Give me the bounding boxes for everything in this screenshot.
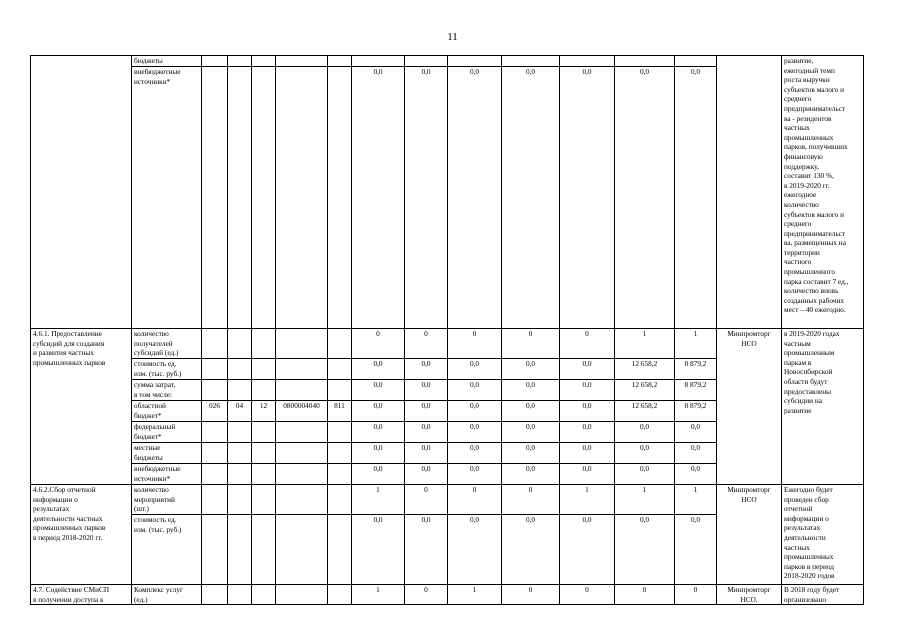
vr-code-cell <box>328 464 352 485</box>
code-cell <box>252 515 276 585</box>
indicator-cell: сумма затрат, в том числе: <box>132 380 202 401</box>
rz-code-cell <box>228 443 252 464</box>
rz-code-cell <box>228 422 252 443</box>
grbs-code-cell <box>202 380 228 401</box>
result-cell: Ежегодно будет проведен сбор отчетной информации о результатах деятельности частных промышленных парков в период 2018-2020 годов <box>782 485 864 585</box>
value-cell: 0,0 <box>560 464 615 485</box>
indicator-cell: Комплекс услуг (ед.) <box>132 585 202 605</box>
pr-code-cell <box>252 359 276 380</box>
value-cell: 0,0 <box>502 464 560 485</box>
indicator-cell: внебюджетные источники* <box>132 67 202 329</box>
value-cell <box>615 56 675 67</box>
value-cell: 0,0 <box>405 422 448 443</box>
executor-cell: Минпромторг НСО <box>717 485 782 585</box>
value-cell: 0,0 <box>448 422 502 443</box>
value-cell: 12 658,2 <box>615 401 675 422</box>
value-cell: 0,0 <box>502 380 560 401</box>
value-cell: 0,0 <box>448 380 502 401</box>
value-cell: 8 879,2 <box>675 401 717 422</box>
grbs-code-cell <box>202 443 228 464</box>
value-cell: 0 <box>448 485 502 515</box>
vr-code-cell <box>328 380 352 401</box>
rz-code-cell: 04 <box>228 401 252 422</box>
csr-code-cell <box>276 329 328 359</box>
value-cell: 0,0 <box>560 515 615 585</box>
rz-code-cell <box>228 380 252 401</box>
value-cell: 0 <box>560 585 615 605</box>
value-cell: 0 <box>615 585 675 605</box>
value-cell: 0,0 <box>405 515 448 585</box>
value-cell: 1 <box>675 485 717 515</box>
value-cell: 0 <box>502 485 560 515</box>
value-cell: 12 658,2 <box>615 359 675 380</box>
value-cell: 0,0 <box>675 67 717 329</box>
indicator-cell: федеральный бюджет* <box>132 422 202 443</box>
value-cell: 0 <box>352 329 405 359</box>
value-cell: 0,0 <box>352 380 405 401</box>
value-cell: 0,0 <box>448 515 502 585</box>
value-cell: 12 658,2 <box>615 380 675 401</box>
value-cell: 0 <box>502 329 560 359</box>
value-cell: 0,0 <box>448 67 502 329</box>
executor-cell <box>717 56 782 329</box>
value-cell: 0,0 <box>405 359 448 380</box>
grbs-code-cell <box>202 464 228 485</box>
code-cell <box>276 585 328 605</box>
pr-code-cell <box>252 329 276 359</box>
value-cell: 0,0 <box>405 464 448 485</box>
value-cell: 0,0 <box>615 67 675 329</box>
code-cell <box>328 56 352 67</box>
value-cell <box>675 56 717 67</box>
pr-code-cell <box>252 443 276 464</box>
value-cell: 0,0 <box>405 380 448 401</box>
value-cell: 0,0 <box>352 443 405 464</box>
pr-code-cell <box>252 380 276 401</box>
code-cell <box>202 56 228 67</box>
code-cell <box>202 515 228 585</box>
csr-code-cell: 0800004040 <box>276 401 328 422</box>
value-cell: 0,0 <box>448 401 502 422</box>
value-cell <box>502 56 560 67</box>
value-cell: 1 <box>675 329 717 359</box>
measure-name-cell: 4.7. Содействие СМиСП в получении доступа к <box>31 585 132 605</box>
measure-name-cell: 4.6.2.Сбор отчетной информации о результатах деятельности частных промышленных парков в период 2018-2020 гг. <box>31 485 132 585</box>
code-cell <box>276 56 328 67</box>
measure-name-cell: 4.6.1. Предоставление субсидий для создания и развития частных промышленных парков <box>31 329 132 485</box>
pr-code-cell <box>252 464 276 485</box>
code-cell <box>228 67 252 329</box>
value-cell: 0,0 <box>502 401 560 422</box>
value-cell: 0,0 <box>352 401 405 422</box>
code-cell <box>276 515 328 585</box>
value-cell <box>352 56 405 67</box>
code-cell <box>276 67 328 329</box>
indicator-cell: стоимость ед. изм. (тыс. руб.) <box>132 359 202 380</box>
indicator-cell: бюджеты <box>132 56 202 67</box>
value-cell <box>405 56 448 67</box>
value-cell: 0,0 <box>352 464 405 485</box>
code-cell <box>228 485 252 515</box>
pr-code-cell: 12 <box>252 401 276 422</box>
vr-code-cell <box>328 329 352 359</box>
code-cell <box>252 585 276 605</box>
grbs-code-cell <box>202 422 228 443</box>
value-cell: 8 879,2 <box>675 359 717 380</box>
code-cell <box>328 515 352 585</box>
value-cell: 0,0 <box>502 443 560 464</box>
vr-code-cell <box>328 422 352 443</box>
value-cell: 1 <box>352 585 405 605</box>
value-cell <box>448 56 502 67</box>
value-cell: 0,0 <box>352 515 405 585</box>
code-cell <box>276 485 328 515</box>
code-cell <box>252 56 276 67</box>
value-cell: 0,0 <box>675 443 717 464</box>
table-row <box>31 585 864 605</box>
value-cell: 1 <box>615 329 675 359</box>
value-cell: 0,0 <box>560 359 615 380</box>
rz-code-cell <box>228 464 252 485</box>
value-cell: 0,0 <box>448 359 502 380</box>
vr-code-cell: 811 <box>328 401 352 422</box>
pr-code-cell <box>252 422 276 443</box>
value-cell: 0,0 <box>615 443 675 464</box>
rz-code-cell <box>228 359 252 380</box>
value-cell: 0,0 <box>448 443 502 464</box>
value-cell: 0,0 <box>352 422 405 443</box>
value-cell: 0,0 <box>502 359 560 380</box>
code-cell <box>228 585 252 605</box>
value-cell: 0 <box>675 585 717 605</box>
result-cell: в 2019-2020 годах частным промышленным паркам в Новосибирской области будут предоставлены субсидии на развитие <box>782 329 864 485</box>
program-measures-table <box>30 55 864 605</box>
result-cell: В 2018 году будет организовано <box>782 585 864 605</box>
value-cell: 1 <box>352 485 405 515</box>
value-cell: 0,0 <box>560 422 615 443</box>
value-cell: 0,0 <box>615 515 675 585</box>
value-cell: 0,0 <box>502 515 560 585</box>
csr-code-cell <box>276 359 328 380</box>
value-cell: 0 <box>560 329 615 359</box>
csr-code-cell <box>276 443 328 464</box>
indicator-cell: количество мероприятий (шт.) <box>132 485 202 515</box>
value-cell: 0,0 <box>560 401 615 422</box>
value-cell: 0 <box>405 585 448 605</box>
vr-code-cell <box>328 359 352 380</box>
table-row <box>31 485 864 515</box>
measure-name-cell <box>31 56 132 329</box>
value-cell: 0,0 <box>502 422 560 443</box>
indicator-cell: местные бюджеты <box>132 443 202 464</box>
grbs-code-cell <box>202 329 228 359</box>
page-number: 11 <box>447 31 458 43</box>
code-cell <box>228 515 252 585</box>
value-cell: 0,0 <box>405 67 448 329</box>
executor-cell: Минпромторг НСО <box>717 329 782 485</box>
rz-code-cell <box>228 329 252 359</box>
value-cell: 0,0 <box>615 422 675 443</box>
csr-code-cell <box>276 464 328 485</box>
value-cell: 0,0 <box>405 401 448 422</box>
code-cell <box>328 585 352 605</box>
value-cell: 0,0 <box>405 443 448 464</box>
value-cell: 1 <box>448 585 502 605</box>
value-cell: 1 <box>560 485 615 515</box>
code-cell <box>252 485 276 515</box>
indicator-cell: стоимость ед. изм. (тыс. руб.) <box>132 515 202 585</box>
table-row <box>31 56 864 67</box>
value-cell: 0,0 <box>352 67 405 329</box>
value-cell: 0,0 <box>560 67 615 329</box>
value-cell: 0 <box>502 585 560 605</box>
value-cell: 0 <box>405 329 448 359</box>
value-cell: 0,0 <box>448 464 502 485</box>
value-cell: 0,0 <box>560 380 615 401</box>
grbs-code-cell <box>202 359 228 380</box>
value-cell: 0,0 <box>675 515 717 585</box>
code-cell <box>202 67 228 329</box>
grbs-code-cell: 026 <box>202 401 228 422</box>
csr-code-cell <box>276 380 328 401</box>
code-cell <box>202 485 228 515</box>
indicator-cell: количество получателей субсидий (ед.) <box>132 329 202 359</box>
code-cell <box>252 67 276 329</box>
code-cell <box>328 485 352 515</box>
indicator-cell: областной бюджет* <box>132 401 202 422</box>
value-cell: 0,0 <box>560 443 615 464</box>
value-cell: 0,0 <box>675 422 717 443</box>
value-cell: 0,0 <box>502 67 560 329</box>
executor-cell: Минпромторг НСО, <box>717 585 782 605</box>
value-cell <box>560 56 615 67</box>
value-cell: 0,0 <box>615 464 675 485</box>
value-cell: 0,0 <box>352 359 405 380</box>
code-cell <box>202 585 228 605</box>
value-cell: 0,0 <box>675 464 717 485</box>
table-row <box>31 329 864 359</box>
result-cell: развитие, ежегодный темп роста выручки субъектов малого и среднего предпринимательст ва - резидентов частных промышленных парков, получивших финансовую поддержку, составит 130 %, в 2019-2020 гг. ежегодное количество субъектов малого и среднего предпринимательст ва, размещенных на территории частного промышленного парка составит 7 ед., количество вновь созданных рабочих мест – 40 ежегодно. <box>782 56 864 329</box>
csr-code-cell <box>276 422 328 443</box>
value-cell: 8 879,2 <box>675 380 717 401</box>
indicator-cell: внебюджетные источники* <box>132 464 202 485</box>
value-cell: 0 <box>448 329 502 359</box>
vr-code-cell <box>328 443 352 464</box>
value-cell: 1 <box>615 485 675 515</box>
code-cell <box>328 67 352 329</box>
value-cell: 0 <box>405 485 448 515</box>
code-cell <box>228 56 252 67</box>
